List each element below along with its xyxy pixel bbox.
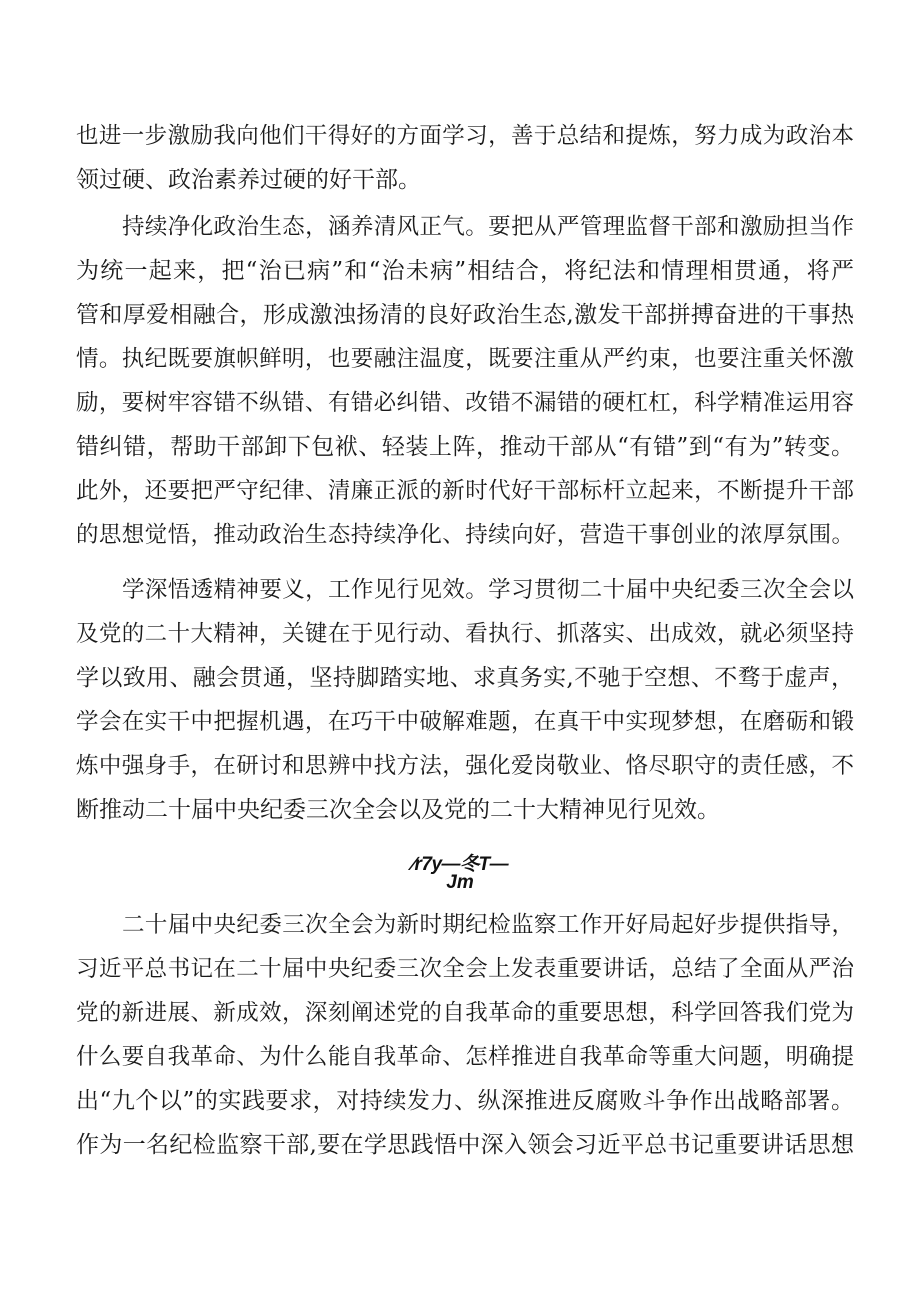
text-line: 错纠错，帮助干部卸下包袱、轻装上阵，推动干部从“有错”到“有为”转变。 [76,434,854,460]
text-line: 二十届中央纪委三次全会为新时期纪检监察工作开好局起好步提供指导， [122,912,854,938]
text-line: 学会在实干中把握机遇，在巧干中破解难题，在真干中实现梦想，在磨砺和锻 [76,709,854,735]
text-line: 学以致用、融会贯通，坚持脚踏实地、求真务实,不驰于空想、不骛于虚声， [76,665,854,691]
text-line: 的思想觉悟，推动政治生态持续净化、持续向好，营造干事创业的浓厚氛围。 [76,522,854,548]
text-line: 炼中强身手，在研讨和思辨中找方法，强化爱岗敬业、恪尽职守的责任感，不 [76,753,854,779]
text-line: 此外，还要把严守纪律、清廉正派的新时代好干部标杆立起来，不断提升干部 [76,478,854,504]
text-line: 持续净化政治生态，涵养清风正气。要把从严管理监督干部和激励担当作 [122,214,854,240]
text-line: 断推动二十届中央纪委三次全会以及党的二十大精神见行见效。 [76,797,720,823]
text-line: 管和厚爱相融合，形成激浊扬清的良好政治生态,激发干部拼搏奋进的干事热 [76,302,854,328]
text-line: 情。执纪既要旗帜鲜明，也要融注温度，既要注重从严约束，也要注重关怀激 [76,346,854,372]
text-line: 作为一名纪检监察干部,要在学思践悟中深入领会习近平总书记重要讲话思想 [76,1132,854,1158]
text-line: 励，要树牢容错不纵错、有错必纠错、改错不漏错的硬杠杠，科学精准运用容 [76,390,854,416]
text-line: 学深悟透精神要义，工作见行见效。学习贯彻二十届中央纪委三次全会以 [122,577,854,603]
text-line: 出“九个以”的实践要求，对持续发力、纵深推进反腐败斗争作出战略部署。 [76,1088,854,1114]
text-line: 领过硬、政治素养过硬的好干部。 [76,167,421,193]
text-line: 习近平总书记在二十届中央纪委三次全会上发表重要讲话，总结了全面从严治 [76,956,854,982]
text-line: 党的新进展、新成效，深刻阐述党的自我革命的重要思想，科学回答我们党为 [76,1000,854,1026]
text-line: 什么要自我革命、为什么能自我革命、怎样推进自我革命等重大问题，明确提 [76,1044,854,1070]
section-heading-line-2: Jm [446,872,474,893]
text-line: 为统一起来，把“治已病”和“治未病”相结合，将纪法和情理相贯通，将严 [76,258,854,284]
text-line: 及党的二十大精神，关键在于见行动、看执行、抓落实、出成效，就必须坚持 [76,621,854,647]
text-line: 也进一步激励我向他们干得好的方面学习，善于总结和提炼，努力成为政治本 [76,123,854,149]
section-heading-line-1: ∕r7y—冬T— [411,854,509,875]
